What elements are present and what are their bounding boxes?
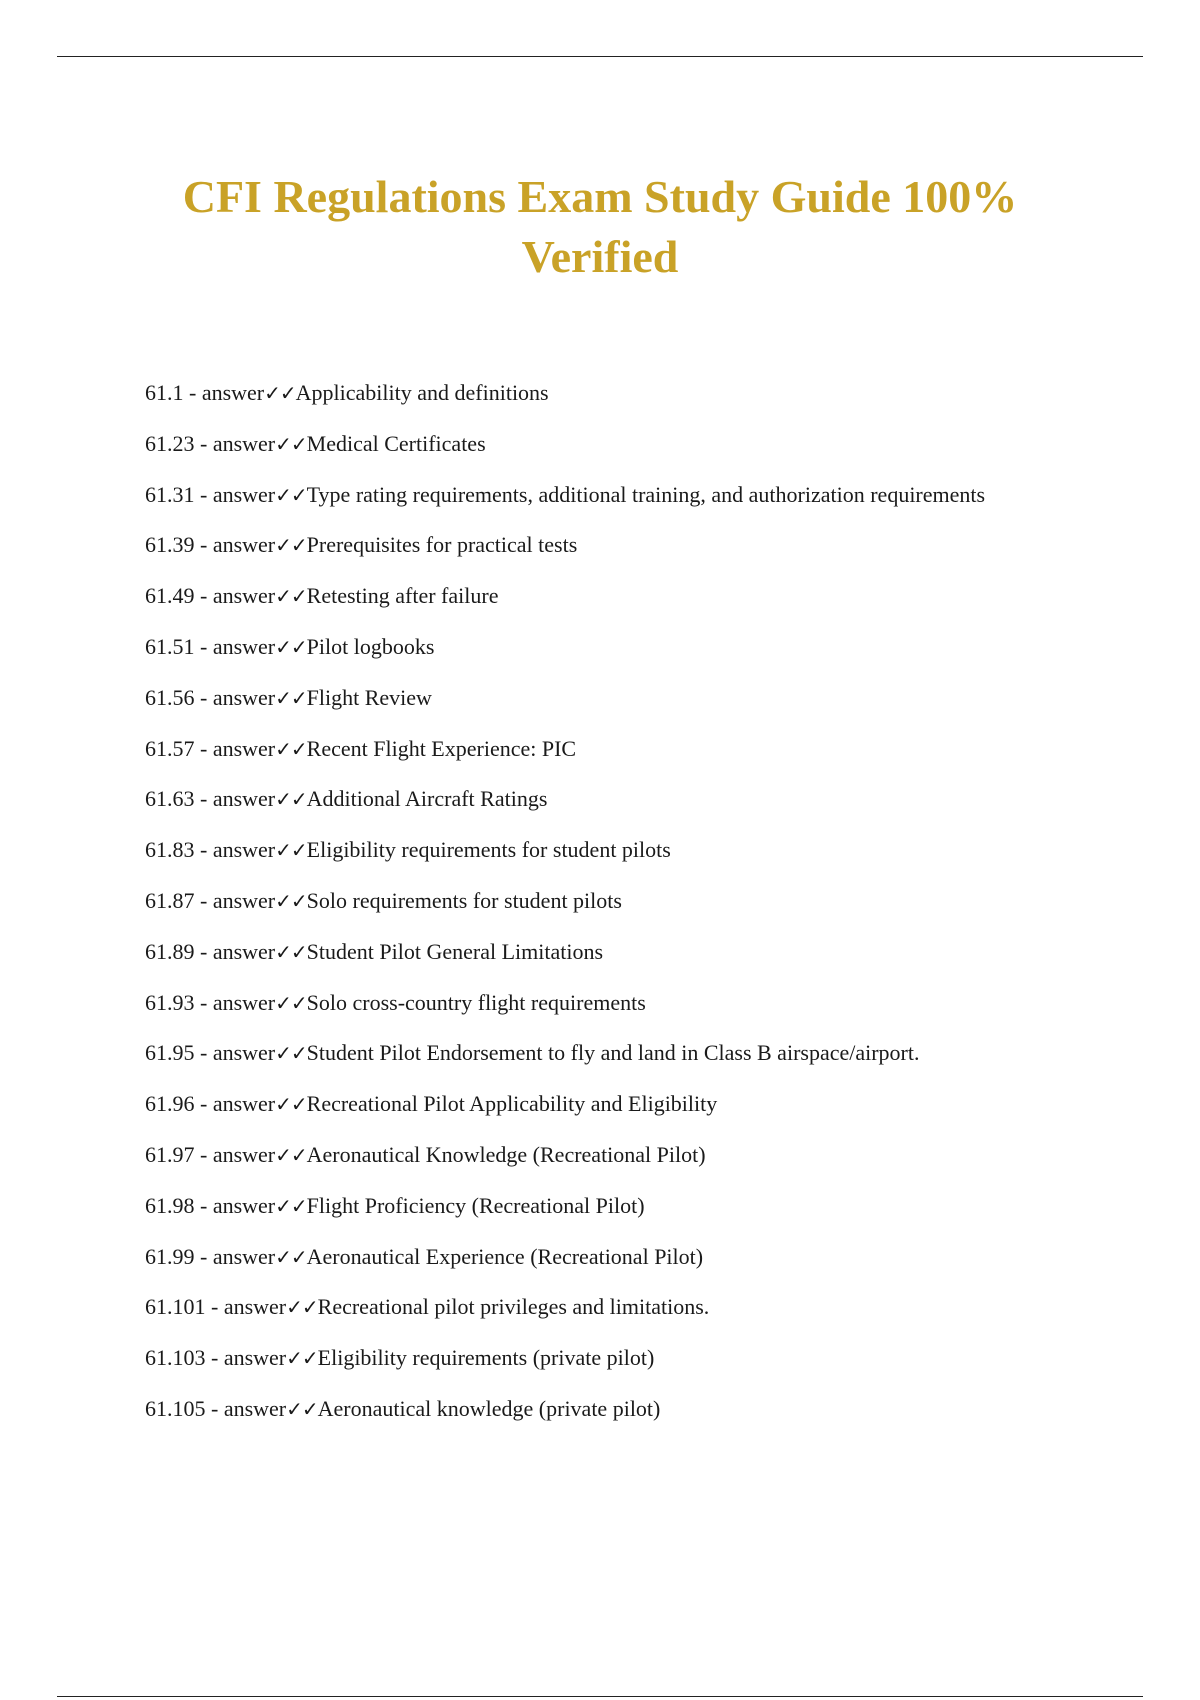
list-item bbox=[145, 532, 1145, 583]
double-check-icon: ✓✓ bbox=[275, 1142, 307, 1167]
regulation-list bbox=[145, 380, 1145, 1447]
list-item bbox=[145, 685, 1145, 736]
section-number: 61.99 bbox=[145, 1243, 195, 1269]
section-number: 61.87 bbox=[145, 887, 195, 913]
answer-text: Additional Aircraft Ratings bbox=[306, 786, 548, 812]
double-check-icon: ✓✓ bbox=[275, 736, 307, 761]
list-item bbox=[145, 837, 1145, 888]
answer-text: Prerequisites for practical tests bbox=[306, 532, 578, 558]
double-check-icon: ✓✓ bbox=[275, 634, 307, 659]
answer-text: Recreational Pilot Applicability and Eligibility bbox=[306, 1091, 718, 1117]
answer-prefix: - answer bbox=[194, 684, 276, 710]
list-item bbox=[145, 1294, 1145, 1345]
section-number: 61.89 bbox=[145, 938, 195, 964]
list-item bbox=[145, 482, 1145, 533]
list-item bbox=[145, 1244, 1145, 1295]
double-check-icon: ✓✓ bbox=[275, 685, 307, 710]
answer-text: Solo requirements for student pilots bbox=[306, 887, 622, 913]
answer-prefix: - answer bbox=[194, 837, 276, 863]
section-number: 61.39 bbox=[145, 532, 195, 558]
answer-prefix: - answer bbox=[205, 1395, 287, 1421]
answer-text: Recreational pilot privileges and limitations. bbox=[317, 1294, 710, 1320]
list-item bbox=[145, 431, 1145, 482]
answer-text: Applicability and definitions bbox=[295, 380, 549, 405]
double-check-icon: ✓✓ bbox=[275, 1092, 307, 1117]
answer-prefix: - answer bbox=[194, 583, 276, 609]
answer-text: Eligibility requirements for student pilots bbox=[306, 837, 671, 863]
answer-prefix: - answer bbox=[194, 1040, 276, 1066]
section-number: 61.83 bbox=[145, 837, 195, 863]
answer-prefix: - answer bbox=[194, 1141, 276, 1167]
answer-text: Aeronautical Experience (Recreational Pilot) bbox=[306, 1243, 704, 1269]
double-check-icon: ✓✓ bbox=[275, 838, 307, 863]
double-check-icon: ✓✓ bbox=[275, 1193, 307, 1218]
double-check-icon: ✓✓ bbox=[275, 1244, 307, 1269]
answer-prefix: - answer bbox=[194, 887, 276, 913]
section-number: 61.57 bbox=[145, 735, 195, 761]
double-check-icon: ✓✓ bbox=[286, 1295, 318, 1320]
answer-text: Pilot logbooks bbox=[306, 633, 435, 659]
list-item bbox=[145, 736, 1145, 787]
list-item bbox=[145, 1193, 1145, 1244]
list-item bbox=[145, 380, 1145, 431]
double-check-icon: ✓✓ bbox=[275, 888, 307, 913]
answer-text: Recent Flight Experience: PIC bbox=[306, 735, 577, 761]
double-check-icon: ✓✓ bbox=[275, 584, 307, 609]
section-number: 61.93 bbox=[145, 989, 195, 1015]
answer-prefix: - answer bbox=[183, 380, 265, 405]
answer-prefix: - answer bbox=[205, 1345, 287, 1371]
answer-prefix: - answer bbox=[205, 1294, 287, 1320]
answer-prefix: - answer bbox=[194, 633, 276, 659]
answer-text: Flight Review bbox=[306, 684, 432, 710]
answer-prefix: - answer bbox=[194, 735, 276, 761]
bottom-divider bbox=[57, 1696, 1143, 1697]
double-check-icon: ✓✓ bbox=[275, 482, 307, 507]
answer-prefix: - answer bbox=[194, 1243, 276, 1269]
list-item bbox=[145, 1345, 1145, 1396]
answer-prefix: - answer bbox=[194, 430, 276, 456]
double-check-icon: ✓✓ bbox=[275, 1041, 307, 1066]
answer-text: Flight Proficiency (Recreational Pilot) bbox=[306, 1192, 645, 1218]
section-number: 61.97 bbox=[145, 1141, 195, 1167]
double-check-icon: ✓✓ bbox=[275, 533, 307, 558]
double-check-icon: ✓✓ bbox=[275, 431, 307, 456]
double-check-icon: ✓✓ bbox=[264, 381, 296, 405]
answer-text: Retesting after failure bbox=[306, 583, 499, 609]
list-item bbox=[145, 634, 1145, 685]
list-item bbox=[145, 939, 1145, 990]
list-item bbox=[145, 1091, 1145, 1142]
section-number: 61.103 bbox=[145, 1345, 206, 1371]
list-item bbox=[145, 888, 1145, 939]
page-title: CFI Regulations Exam Study Guide 100% Verified bbox=[182, 171, 1018, 282]
section-number: 61.96 bbox=[145, 1091, 195, 1117]
list-item bbox=[145, 1040, 1145, 1091]
section-number: 61.1 bbox=[145, 380, 184, 405]
section-number: 61.51 bbox=[145, 633, 195, 659]
top-divider bbox=[57, 56, 1143, 57]
section-number: 61.101 bbox=[145, 1294, 206, 1320]
answer-prefix: - answer bbox=[194, 532, 276, 558]
answer-text: Eligibility requirements (private pilot) bbox=[317, 1345, 655, 1371]
double-check-icon: ✓✓ bbox=[286, 1346, 318, 1371]
section-number: 61.31 bbox=[145, 481, 195, 507]
answer-text: Medical Certificates bbox=[306, 430, 486, 456]
answer-text: Aeronautical Knowledge (Recreational Pilot) bbox=[306, 1141, 706, 1167]
list-item bbox=[145, 786, 1145, 837]
list-item bbox=[145, 583, 1145, 634]
answer-prefix: - answer bbox=[194, 481, 276, 507]
answer-text: Solo cross-country flight requirements bbox=[306, 989, 646, 1015]
list-item bbox=[145, 990, 1145, 1041]
section-number: 61.98 bbox=[145, 1192, 195, 1218]
list-item bbox=[145, 1142, 1145, 1193]
list-item bbox=[145, 1396, 1145, 1447]
answer-text: Type rating requirements, additional training, and authorization requirements bbox=[306, 481, 986, 507]
double-check-icon: ✓✓ bbox=[286, 1396, 318, 1421]
double-check-icon: ✓✓ bbox=[275, 939, 307, 964]
answer-text: Student Pilot Endorsement to fly and land in Class B airspace/airport. bbox=[306, 1040, 920, 1066]
answer-prefix: - answer bbox=[194, 786, 276, 812]
answer-prefix: - answer bbox=[194, 989, 276, 1015]
answer-prefix: - answer bbox=[194, 1192, 276, 1218]
section-number: 61.63 bbox=[145, 786, 195, 812]
answer-prefix: - answer bbox=[194, 938, 276, 964]
section-number: 61.49 bbox=[145, 583, 195, 609]
double-check-icon: ✓✓ bbox=[275, 787, 307, 812]
answer-text: Student Pilot General Limitations bbox=[306, 938, 604, 964]
double-check-icon: ✓✓ bbox=[275, 990, 307, 1015]
answer-prefix: - answer bbox=[194, 1091, 276, 1117]
section-number: 61.56 bbox=[145, 684, 195, 710]
section-number: 61.105 bbox=[145, 1395, 206, 1421]
section-number: 61.95 bbox=[145, 1040, 195, 1066]
section-number: 61.23 bbox=[145, 430, 195, 456]
answer-text: Aeronautical knowledge (private pilot) bbox=[317, 1395, 661, 1421]
